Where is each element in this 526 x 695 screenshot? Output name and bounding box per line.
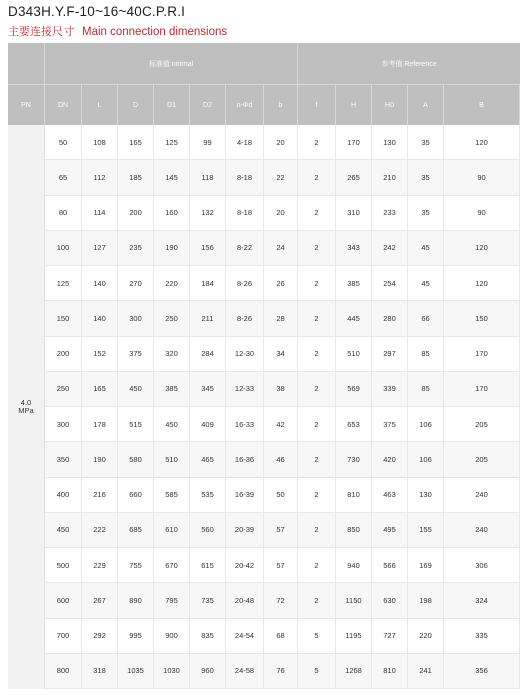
table-cell: 130: [408, 478, 444, 513]
table-cell: 345: [190, 372, 226, 407]
table-cell: 12-30: [226, 337, 264, 372]
table-cell: 960: [190, 654, 226, 689]
table-cell: 112: [82, 160, 118, 195]
table-cell: 233: [372, 196, 408, 231]
table-cell: 297: [372, 337, 408, 372]
section-subtitle: [8, 23, 227, 39]
table-cell: 152: [82, 337, 118, 372]
table-cell: 755: [118, 548, 154, 583]
pn-unit: MPa: [18, 406, 34, 415]
table-cell: 120: [444, 266, 520, 301]
table-cell: 300: [118, 301, 154, 336]
table-cell: 267: [82, 583, 118, 618]
table-cell: 670: [154, 548, 190, 583]
table-cell: 90: [444, 160, 520, 195]
table-cell: 240: [444, 478, 520, 513]
column-header-8: f: [298, 85, 336, 125]
table-cell: 2: [298, 513, 336, 548]
table-cell: 324: [444, 583, 520, 618]
table-cell: 610: [154, 513, 190, 548]
table-cell: 38: [264, 372, 298, 407]
table-cell: 165: [118, 125, 154, 160]
table-cell: 205: [444, 407, 520, 442]
subtitle-en: Main connection dimensions: [82, 26, 228, 38]
table-cell: 65: [45, 160, 82, 195]
table-cell: 320: [154, 337, 190, 372]
table-cell: 185: [118, 160, 154, 195]
table-cell: 500: [45, 548, 82, 583]
table-cell: 735: [190, 583, 226, 618]
table-cell: 510: [154, 442, 190, 477]
table-cell: 220: [154, 266, 190, 301]
table-cell: 375: [372, 407, 408, 442]
table-cell: 685: [118, 513, 154, 548]
table-cell: 1030: [154, 654, 190, 689]
table-cell: 125: [154, 125, 190, 160]
table-cell: 178: [82, 407, 118, 442]
header-blank: [8, 43, 45, 85]
table-cell: 730: [336, 442, 372, 477]
table-cell: 585: [154, 478, 190, 513]
table-cell: 4-18: [226, 125, 264, 160]
table-cell: 510: [336, 337, 372, 372]
table-cell: 108: [82, 125, 118, 160]
table-cell: 8-26: [226, 266, 264, 301]
table-cell: 85: [408, 337, 444, 372]
table-cell: 495: [372, 513, 408, 548]
table-cell: 850: [336, 513, 372, 548]
table-cell: 450: [118, 372, 154, 407]
column-header-10: H0: [372, 85, 408, 125]
table-cell: 2: [298, 407, 336, 442]
table-cell: 57: [264, 548, 298, 583]
table-cell: 35: [408, 125, 444, 160]
table-cell: 900: [154, 619, 190, 654]
table-cell: 160: [154, 196, 190, 231]
table-cell: 20-39: [226, 513, 264, 548]
table-cell: 356: [444, 654, 520, 689]
table-cell: 8-18: [226, 196, 264, 231]
table-cell: 72: [264, 583, 298, 618]
table-cell: 727: [372, 619, 408, 654]
table-cell: 46: [264, 442, 298, 477]
column-header-3: D: [118, 85, 154, 125]
table-cell: 580: [118, 442, 154, 477]
table-cell: 42: [264, 407, 298, 442]
table-cell: 106: [408, 407, 444, 442]
table-cell: 300: [45, 407, 82, 442]
table-cell: 24: [264, 231, 298, 266]
table-cell: 8-22: [226, 231, 264, 266]
table-cell: 24-58: [226, 654, 264, 689]
table-cell: 2: [298, 372, 336, 407]
table-cell: 150: [45, 301, 82, 336]
table-cell: 560: [190, 513, 226, 548]
group-header-reference: 参考值 Reference: [298, 43, 520, 85]
dimensions-table: [8, 43, 520, 689]
column-header-7: b: [264, 85, 298, 125]
table-cell: 2: [298, 196, 336, 231]
table-cell: 280: [372, 301, 408, 336]
table-cell: 2: [298, 337, 336, 372]
table-cell: 450: [154, 407, 190, 442]
table-cell: 22: [264, 160, 298, 195]
table-cell: 145: [154, 160, 190, 195]
table-cell: 2: [298, 442, 336, 477]
table-cell: 140: [82, 266, 118, 301]
table-cell: 795: [154, 583, 190, 618]
table-cell: 229: [82, 548, 118, 583]
table-cell: 170: [336, 125, 372, 160]
table-cell: 130: [372, 125, 408, 160]
table-cell: 12-33: [226, 372, 264, 407]
table-cell: 50: [264, 478, 298, 513]
table-cell: 250: [154, 301, 190, 336]
table-cell: 2: [298, 301, 336, 336]
table-cell: 400: [45, 478, 82, 513]
table-cell: 20-42: [226, 548, 264, 583]
table-cell: 465: [190, 442, 226, 477]
column-header-11: A: [408, 85, 444, 125]
table-cell: 76: [264, 654, 298, 689]
table-cell: 132: [190, 196, 226, 231]
table-cell: 28: [264, 301, 298, 336]
table-cell: 90: [444, 196, 520, 231]
table-cell: 66: [408, 301, 444, 336]
table-cell: 270: [118, 266, 154, 301]
table-cell: 890: [118, 583, 154, 618]
table-cell: 210: [372, 160, 408, 195]
table-cell: 535: [190, 478, 226, 513]
table-cell: 156: [190, 231, 226, 266]
table-cell: 20: [264, 196, 298, 231]
table-cell: 184: [190, 266, 226, 301]
column-header-0: PN: [8, 85, 45, 125]
table-cell: 350: [45, 442, 82, 477]
table-cell: 211: [190, 301, 226, 336]
table-cell: 35: [408, 196, 444, 231]
pn-cell: [8, 125, 45, 689]
table-cell: 26: [264, 266, 298, 301]
table-cell: 235: [118, 231, 154, 266]
table-cell: 284: [190, 337, 226, 372]
table-cell: 995: [118, 619, 154, 654]
table-cell: 8-18: [226, 160, 264, 195]
table-cell: 99: [190, 125, 226, 160]
column-header-12: B: [444, 85, 520, 125]
table-cell: 375: [118, 337, 154, 372]
table-cell: 16-39: [226, 478, 264, 513]
table-cell: 409: [190, 407, 226, 442]
table-cell: 57: [264, 513, 298, 548]
table-cell: 2: [298, 478, 336, 513]
column-header-6: n-Φd: [226, 85, 264, 125]
table-cell: 140: [82, 301, 118, 336]
table-cell: 600: [45, 583, 82, 618]
table-cell: 45: [408, 266, 444, 301]
table-cell: 2: [298, 266, 336, 301]
table-cell: 8-26: [226, 301, 264, 336]
table-cell: 106: [408, 442, 444, 477]
table-cell: 1268: [336, 654, 372, 689]
table-cell: 5: [298, 619, 336, 654]
table-cell: 310: [336, 196, 372, 231]
table-cell: 385: [336, 266, 372, 301]
table-cell: 190: [154, 231, 190, 266]
table-cell: 2: [298, 548, 336, 583]
table-cell: 385: [154, 372, 190, 407]
table-cell: 200: [118, 196, 154, 231]
table-cell: 45: [408, 231, 444, 266]
table-cell: 660: [118, 478, 154, 513]
table-cell: 242: [372, 231, 408, 266]
table-cell: 306: [444, 548, 520, 583]
table-cell: 318: [82, 654, 118, 689]
table-cell: 20: [264, 125, 298, 160]
table-cell: 2: [298, 125, 336, 160]
table-cell: 240: [444, 513, 520, 548]
table-cell: 1035: [118, 654, 154, 689]
table-cell: 241: [408, 654, 444, 689]
table-cell: 566: [372, 548, 408, 583]
table-cell: 450: [45, 513, 82, 548]
table-cell: 569: [336, 372, 372, 407]
table-cell: 198: [408, 583, 444, 618]
table-cell: 220: [408, 619, 444, 654]
column-header-9: H: [336, 85, 372, 125]
table-cell: 205: [444, 442, 520, 477]
table-cell: 35: [408, 160, 444, 195]
table-cell: 114: [82, 196, 118, 231]
table-cell: 2: [298, 583, 336, 618]
table-cell: 120: [444, 231, 520, 266]
table-cell: 630: [372, 583, 408, 618]
table-cell: 800: [45, 654, 82, 689]
subtitle-cn: 主要连接尺寸: [8, 25, 74, 38]
table-cell: 190: [82, 442, 118, 477]
table-cell: 940: [336, 548, 372, 583]
table-cell: 200: [45, 337, 82, 372]
table-cell: 20-48: [226, 583, 264, 618]
table-cell: 835: [190, 619, 226, 654]
table-cell: 16-36: [226, 442, 264, 477]
table-cell: 169: [408, 548, 444, 583]
table-cell: 463: [372, 478, 408, 513]
table-cell: 80: [45, 196, 82, 231]
table-cell: 85: [408, 372, 444, 407]
table-cell: 515: [118, 407, 154, 442]
table-cell: 653: [336, 407, 372, 442]
table-cell: 68: [264, 619, 298, 654]
table-cell: 120: [444, 125, 520, 160]
table-cell: 127: [82, 231, 118, 266]
table-cell: 170: [444, 337, 520, 372]
table-cell: 265: [336, 160, 372, 195]
table-cell: 100: [45, 231, 82, 266]
table-cell: 222: [82, 513, 118, 548]
table-cell: 216: [82, 478, 118, 513]
column-header-4: D1: [154, 85, 190, 125]
column-header-2: L: [82, 85, 118, 125]
table-cell: 292: [82, 619, 118, 654]
table-cell: 1150: [336, 583, 372, 618]
table-cell: 250: [45, 372, 82, 407]
table-cell: 165: [82, 372, 118, 407]
table-cell: 125: [45, 266, 82, 301]
table-cell: 150: [444, 301, 520, 336]
table-cell: 339: [372, 372, 408, 407]
table-cell: 700: [45, 619, 82, 654]
table-cell: 155: [408, 513, 444, 548]
column-header-5: D2: [190, 85, 226, 125]
page-title: D343H.Y.F-10~16~40C.P.R.I: [8, 4, 186, 19]
table-cell: 24-54: [226, 619, 264, 654]
column-header-1: DN: [45, 85, 82, 125]
table-cell: 50: [45, 125, 82, 160]
table-cell: 5: [298, 654, 336, 689]
table-cell: 170: [444, 372, 520, 407]
group-header-normal: 标准值 normal: [45, 43, 298, 85]
table-cell: 445: [336, 301, 372, 336]
table-cell: 343: [336, 231, 372, 266]
table-cell: 420: [372, 442, 408, 477]
table-cell: 2: [298, 160, 336, 195]
table-cell: 810: [336, 478, 372, 513]
table-cell: 2: [298, 231, 336, 266]
table-cell: 16-33: [226, 407, 264, 442]
table-cell: 1195: [336, 619, 372, 654]
table-cell: 34: [264, 337, 298, 372]
table-cell: 615: [190, 548, 226, 583]
pn-value: 4.0: [20, 398, 32, 408]
table-cell: 118: [190, 160, 226, 195]
table-cell: 254: [372, 266, 408, 301]
table-cell: 810: [372, 654, 408, 689]
table-cell: 335: [444, 619, 520, 654]
